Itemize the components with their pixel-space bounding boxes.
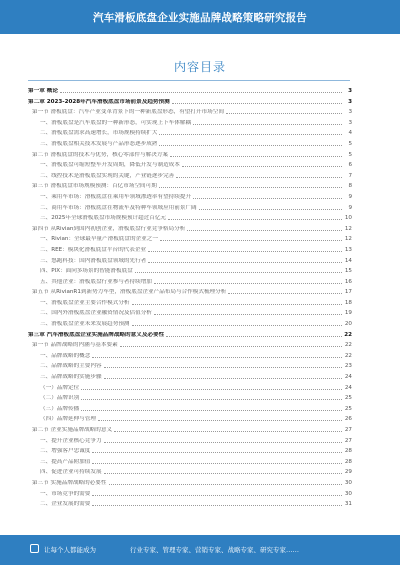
toc-leader-dots bbox=[114, 431, 342, 432]
toc-entry[interactable] bbox=[28, 328, 352, 339]
toc-entry-page: 14 bbox=[344, 257, 352, 264]
toc-entry-page: 29 bbox=[344, 469, 352, 476]
toc-entry-page: 3 bbox=[348, 98, 352, 105]
toc-entry-text: （四）品牌延伸与管理 bbox=[40, 416, 96, 423]
toc-entry-text: 三、滑板底盘相关技术发展与产品形态逐步成熟 bbox=[40, 140, 158, 147]
page-header bbox=[0, 0, 400, 34]
toc-leader-dots bbox=[170, 156, 342, 157]
toc-entry-page: 12 bbox=[344, 225, 352, 232]
toc-entry-page: 24 bbox=[344, 384, 352, 391]
toc-leader-dots bbox=[135, 272, 342, 273]
toc-leader-dots bbox=[228, 293, 342, 294]
toc-leader-dots bbox=[154, 283, 342, 284]
toc-entry[interactable] bbox=[28, 338, 352, 349]
toc-entry-text: 一、滑板底盘可缩短整车开发周期，降低开发与制造成本 bbox=[40, 162, 180, 169]
toc-entry-page: 25 bbox=[344, 395, 352, 402]
toc-entry-page: 22 bbox=[344, 352, 352, 359]
toc-entry-page: 28 bbox=[344, 458, 352, 465]
toc-entry-page: 9 bbox=[348, 193, 352, 200]
toc-leader-dots bbox=[132, 304, 342, 305]
toc-entry[interactable] bbox=[28, 105, 352, 116]
toc-entry-text: 五、其他企业：滑板底盘行业参与者持续增加 bbox=[40, 278, 152, 285]
toc-entry-text: 二、REE：模块化滑板底盘平台的代表企业 bbox=[40, 246, 147, 253]
toc-entry-page: 13 bbox=[344, 246, 352, 253]
toc-leader-dots bbox=[81, 389, 342, 390]
toc-entry[interactable] bbox=[28, 190, 352, 201]
toc-entry-text: 三、悠跑科技：国内滑板底盘领域的先行者 bbox=[40, 257, 147, 264]
table-of-contents bbox=[28, 84, 352, 508]
toc-entry[interactable] bbox=[28, 487, 352, 498]
toc-entry-text: 第三节 滑板底盘市场规模预测：百亿市场空间可期 bbox=[32, 183, 157, 190]
toc-entry-text: 第三章 汽车滑板底盘企业实施品牌战略的意义及必要性 bbox=[28, 331, 165, 338]
toc-entry[interactable] bbox=[28, 402, 352, 413]
toc-entry[interactable] bbox=[28, 285, 352, 296]
toc-entry[interactable] bbox=[28, 275, 352, 286]
toc-entry-page: 3 bbox=[348, 119, 352, 126]
toc-entry-page: 16 bbox=[344, 278, 352, 285]
toc-entry-text: 三、提高产品附加值 bbox=[40, 458, 91, 465]
toc-entry[interactable] bbox=[28, 317, 352, 328]
toc-leader-dots bbox=[92, 463, 342, 464]
footer-slogan: 让每个人都能成为 bbox=[44, 546, 96, 554]
toc-entry-text: 二、企业发展的需要 bbox=[40, 501, 91, 508]
toc-entry-text: 第一节 品牌战略的内涵与基本要素 bbox=[32, 342, 118, 349]
toc-entry[interactable] bbox=[28, 254, 352, 265]
toc-entry[interactable] bbox=[28, 84, 352, 95]
toc-entry[interactable] bbox=[28, 434, 352, 445]
toc-entry-page: 10 bbox=[344, 215, 352, 222]
toc-leader-dots bbox=[98, 420, 342, 421]
toc-entry[interactable] bbox=[28, 232, 352, 243]
footer-roles: 行业专家、管理专家、营销专家、战略专家、研究专家…… bbox=[130, 546, 299, 554]
toc-leader-dots bbox=[104, 473, 342, 474]
toc-leader-dots bbox=[160, 240, 342, 241]
toc-entry-text: 二、线控技术是滑板底盘实现的关键，产业链逐步完善 bbox=[40, 172, 175, 179]
toc-entry-text: 一、乘用车市场：滑板底盘在乘用车领域渗透率有望持续提升 bbox=[40, 193, 192, 200]
toc-leader-dots bbox=[148, 262, 342, 263]
toc-entry-page: 9 bbox=[348, 204, 352, 211]
toc-entry-page: 30 bbox=[344, 490, 352, 497]
toc-entry[interactable] bbox=[28, 264, 352, 275]
toc-entry-text: 二、品牌战略的主要内容 bbox=[40, 363, 102, 370]
toc-entry-page: 25 bbox=[344, 405, 352, 412]
toc-entry-page: 5 bbox=[348, 140, 352, 147]
toc-entry[interactable] bbox=[28, 243, 352, 254]
toc-entry-page: 12 bbox=[344, 236, 352, 243]
toc-leader-dots bbox=[159, 145, 342, 146]
toc-leader-dots bbox=[182, 166, 342, 167]
toc-entry-page: 19 bbox=[344, 310, 352, 317]
toc-entry-page: 4 bbox=[348, 130, 352, 137]
toc-entry[interactable] bbox=[28, 370, 352, 381]
toc-entry[interactable] bbox=[28, 296, 352, 307]
toc-leader-dots bbox=[132, 325, 342, 326]
toc-entry[interactable] bbox=[28, 148, 352, 159]
toc-entry-text: （二）品牌识别 bbox=[40, 395, 80, 402]
toc-leader-dots bbox=[120, 346, 342, 347]
logo-icon bbox=[30, 544, 39, 553]
toc-leader-dots bbox=[193, 198, 342, 199]
toc-leader-dots bbox=[104, 367, 342, 368]
toc-entry[interactable] bbox=[28, 423, 352, 434]
toc-entry-text: 第四节 从Rivian到国内初创企业，滑板底盘行业竞争格局分析 bbox=[32, 225, 186, 232]
toc-leader-dots bbox=[166, 336, 342, 337]
toc-leader-dots bbox=[92, 495, 342, 496]
toc-entry-page: 28 bbox=[344, 448, 352, 455]
report-title: 汽车滑板底盘企业实施品牌战略策略研究报告 bbox=[93, 12, 307, 24]
toc-leader-dots bbox=[159, 187, 342, 188]
toc-entry-text: 二、增强客户忠诚度 bbox=[40, 448, 91, 455]
toc-entry-page: 30 bbox=[344, 479, 352, 486]
toc-leader-dots bbox=[176, 177, 342, 178]
toc-entry-page: 6 bbox=[348, 162, 352, 169]
toc-entry[interactable] bbox=[28, 497, 352, 508]
toc-entry-text: 一、滑板底盘是汽车底盘的一种新形态，可实现上下车体解耦 bbox=[40, 119, 192, 126]
toc-entry-text: 二、国内外滑板底盘企业融资情况及估值分析 bbox=[40, 310, 152, 317]
toc-entry-page: 24 bbox=[344, 374, 352, 381]
toc-entry-text: 一、Rivian：全球最早量产滑板底盘的企业之一 bbox=[40, 236, 158, 243]
toc-leader-dots bbox=[104, 442, 342, 443]
toc-entry-page: 22 bbox=[344, 331, 352, 338]
toc-entry[interactable] bbox=[28, 169, 352, 180]
toc-leader-dots bbox=[148, 251, 342, 252]
toc-leader-dots bbox=[109, 484, 343, 485]
toc-entry-text: 三、品牌战略的实施步骤 bbox=[40, 374, 102, 381]
toc-entry-page: 3 bbox=[348, 109, 352, 116]
toc-leader-dots bbox=[92, 505, 342, 506]
toc-leader-dots bbox=[60, 92, 342, 93]
toc-entry-page: 5 bbox=[348, 151, 352, 158]
toc-entry[interactable] bbox=[28, 201, 352, 212]
toc-entry[interactable] bbox=[28, 306, 352, 317]
toc-entry[interactable] bbox=[28, 95, 352, 106]
toc-entry-page: 27 bbox=[344, 437, 352, 444]
toc-entry-page: 20 bbox=[344, 321, 352, 328]
toc-leader-dots bbox=[226, 113, 342, 114]
toc-leader-dots bbox=[187, 230, 342, 231]
toc-entry-text: 一、品牌战略的概念 bbox=[40, 352, 91, 359]
toc-heading: 内容目录 bbox=[173, 60, 226, 74]
toc-entry[interactable] bbox=[28, 359, 352, 370]
toc-entry-text: 四、促进企业可持续发展 bbox=[40, 469, 102, 476]
toc-entry-text: （三）品牌传播 bbox=[40, 405, 80, 412]
toc-entry-page: 8 bbox=[348, 183, 352, 190]
toc-leader-dots bbox=[159, 134, 342, 135]
toc-entry[interactable] bbox=[28, 412, 352, 423]
toc-entry-text: 三、2025年全球滑板底盘市场规模预计超过百亿元 bbox=[40, 215, 167, 222]
toc-entry-text: 第二节 企业实施品牌战略的意义 bbox=[32, 427, 113, 433]
toc-entry-text: 第一章 概论 bbox=[28, 88, 58, 94]
toc-leader-dots bbox=[168, 219, 342, 220]
toc-entry[interactable] bbox=[28, 465, 352, 476]
toc-entry-text: 二、商用车市场：滑板底盘在物流车及特种车领域应用前景广阔 bbox=[40, 204, 197, 211]
toc-entry-text: 四、PIX：面向多场景的智能滑板底盘 bbox=[40, 268, 133, 275]
toc-entry[interactable] bbox=[28, 211, 352, 222]
toc-entry-page: 31 bbox=[344, 501, 352, 508]
toc-entry[interactable] bbox=[28, 349, 352, 360]
toc-divider bbox=[28, 80, 350, 81]
toc-entry[interactable] bbox=[28, 179, 352, 190]
toc-entry-text: 第五节 从RivianR1到新势力车型，滑板底盘企业产品布局与合作模式梳理分析 bbox=[32, 289, 227, 296]
toc-entry[interactable] bbox=[28, 444, 352, 455]
toc-entry-text: 第一节 滑板底盘：汽车产业变革背景下的一种新底盘形态，有望打开市场空间 bbox=[32, 109, 224, 116]
toc-entry-page: 7 bbox=[348, 172, 352, 179]
toc-entry[interactable] bbox=[28, 137, 352, 148]
toc-leader-dots bbox=[92, 357, 342, 358]
toc-entry[interactable] bbox=[28, 391, 352, 402]
toc-entry-text: 第二节 滑板底盘的技术与优势，核心零部件与解决方案 bbox=[32, 151, 169, 158]
toc-entry-page: 23 bbox=[344, 363, 352, 370]
toc-entry-page: 3 bbox=[348, 88, 352, 94]
toc-leader-dots bbox=[92, 452, 342, 453]
toc-entry-text: 一、滑板底盘企业主要合作模式分析 bbox=[40, 299, 130, 306]
toc-leader-dots bbox=[193, 124, 342, 125]
toc-entry-text: 三、滑板底盘企业未来发展趋势预测 bbox=[40, 321, 130, 328]
toc-leader-dots bbox=[199, 209, 342, 210]
toc-entry[interactable] bbox=[28, 222, 352, 233]
toc-leader-dots bbox=[81, 399, 342, 400]
toc-leader-dots bbox=[172, 103, 342, 104]
toc-entry-page: 17 bbox=[344, 289, 352, 296]
toc-entry-text: 一、提升企业核心竞争力 bbox=[40, 437, 102, 444]
toc-entry-text: 第三节 实施品牌战略的必要性 bbox=[32, 479, 107, 486]
toc-entry[interactable] bbox=[28, 116, 352, 127]
toc-entry-text: 二、滑板底盘需求高速增长，市场规模持续扩大 bbox=[40, 130, 158, 137]
toc-entry-text: 第二章 2023-2028年汽车滑板底盘市场前景及趋势预测 bbox=[28, 98, 170, 105]
toc-entry-page: 18 bbox=[344, 299, 352, 306]
toc-entry-text: 一、市场竞争的需要 bbox=[40, 490, 91, 497]
toc-entry[interactable] bbox=[28, 476, 352, 487]
toc-entry[interactable] bbox=[28, 381, 352, 392]
toc-entry-page: 22 bbox=[344, 342, 352, 349]
toc-entry[interactable] bbox=[28, 158, 352, 169]
toc-entry[interactable] bbox=[28, 455, 352, 466]
page-footer bbox=[0, 535, 400, 565]
toc-leader-dots bbox=[104, 378, 342, 379]
toc-leader-dots bbox=[81, 410, 342, 411]
toc-leader-dots bbox=[154, 314, 342, 315]
toc-entry-page: 15 bbox=[344, 268, 352, 275]
toc-entry-text: （一）品牌定位 bbox=[40, 384, 80, 391]
toc-entry[interactable] bbox=[28, 126, 352, 137]
toc-entry-page: 27 bbox=[344, 427, 352, 433]
toc-entry-page: 26 bbox=[344, 416, 352, 423]
